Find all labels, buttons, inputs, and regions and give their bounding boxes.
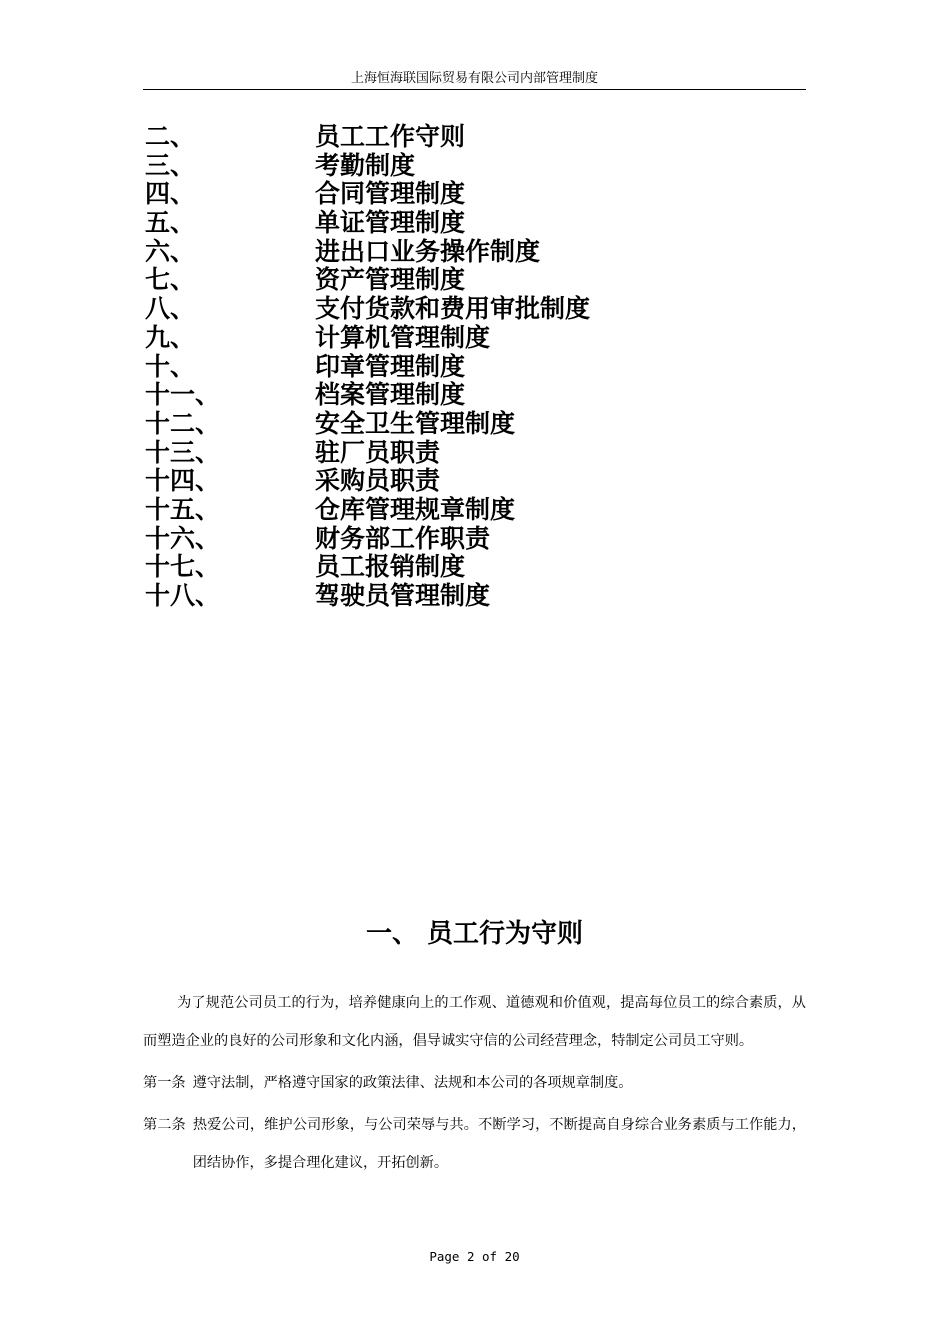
toc-item-number: 五、 xyxy=(145,208,196,238)
toc-item xyxy=(145,439,805,468)
toc-item-number: 三、 xyxy=(145,150,196,180)
toc-item xyxy=(145,582,805,611)
toc-item xyxy=(145,295,805,324)
toc-item xyxy=(145,266,805,295)
toc-item xyxy=(145,180,805,209)
article-item xyxy=(143,1070,806,1097)
toc-item-number: 二、 xyxy=(145,122,196,151)
toc-item xyxy=(145,324,805,353)
article-label: 第一条 xyxy=(143,1075,186,1091)
toc-item-title: 财务部工作职责 xyxy=(315,523,491,553)
toc-item-title: 驻厂员职责 xyxy=(315,437,441,467)
toc-item xyxy=(145,525,805,554)
toc-item-title: 采购员职责 xyxy=(315,466,441,496)
toc-item-number: 十五、 xyxy=(145,494,221,524)
toc-item-title: 驾驶员管理制度 xyxy=(315,581,491,610)
header-rule xyxy=(143,89,806,90)
toc-item-number: 十六、 xyxy=(145,523,221,553)
toc-item-title: 安全卫生管理制度 xyxy=(315,408,516,438)
toc-item-title: 档案管理制度 xyxy=(315,380,466,410)
toc-item-number: 八、 xyxy=(145,294,196,324)
toc-item-title: 考勤制度 xyxy=(315,150,416,180)
toc-item xyxy=(145,209,805,238)
page-number: Page 2 of 20 xyxy=(429,1249,520,1264)
toc-item-number: 十二、 xyxy=(145,408,221,438)
toc-item-title: 合同管理制度 xyxy=(315,179,466,209)
toc-item-title: 仓库管理规章制度 xyxy=(315,494,516,524)
toc-item-number: 十、 xyxy=(145,351,196,381)
toc-item-title: 资产管理制度 xyxy=(315,265,466,295)
toc-item-number: 四、 xyxy=(145,179,196,209)
toc-item-number: 九、 xyxy=(145,322,196,352)
toc-item-number: 十四、 xyxy=(145,466,221,496)
toc-item xyxy=(145,410,805,439)
toc-item xyxy=(145,238,805,267)
toc-item-title: 员工工作守则 xyxy=(315,122,466,151)
toc-item-title: 单证管理制度 xyxy=(315,208,466,238)
article-label: 第二条 xyxy=(143,1117,186,1133)
toc-item-number: 六、 xyxy=(145,236,196,266)
toc-item-number: 七、 xyxy=(145,265,196,295)
toc-item xyxy=(145,123,805,152)
toc-item-number: 十三、 xyxy=(145,437,221,467)
toc-item-number: 十八、 xyxy=(145,581,221,610)
toc-item-title: 印章管理制度 xyxy=(315,351,466,381)
article-item xyxy=(143,1107,806,1182)
article-text: 遵守法制，严格遵守国家的政策法律、法规和本公司的各项规章制度。 xyxy=(192,1075,633,1091)
page-header: 上海恒海联国际贸易有限公司内部管理制度 xyxy=(350,71,598,86)
toc-item-number: 十一、 xyxy=(145,380,221,410)
toc-item-title: 进出口业务操作制度 xyxy=(315,236,541,266)
toc-item-number: 十七、 xyxy=(145,552,221,582)
toc-item-title: 支付货款和费用审批制度 xyxy=(315,294,591,324)
article-text: 热爱公司，维护公司形象，与公司荣辱与共。不断学习，不断提高自身综合业务素质与工作能力，团结协作，多提合理化建议，开拓创新。 xyxy=(192,1117,806,1171)
toc-item-title: 员工报销制度 xyxy=(315,552,466,582)
toc-item-title: 计算机管理制度 xyxy=(315,322,491,352)
toc-item xyxy=(145,553,805,582)
section-title: 一、 员工行为守则 xyxy=(365,919,584,949)
section-body xyxy=(143,985,806,1182)
table-of-contents xyxy=(145,123,805,611)
toc-item xyxy=(145,467,805,496)
toc-item xyxy=(145,152,805,181)
toc-item xyxy=(145,381,805,410)
toc-item xyxy=(145,496,805,525)
intro-paragraph: 为了规范公司员工的行为，培养健康向上的工作观、道德观和价值观，提高每位员工的综合素质，从而塑造企业的良好的公司形象和文化内涵，倡导诚实守信的公司经营理念，特制定公司员工守则。 xyxy=(143,995,806,1049)
toc-item xyxy=(145,353,805,382)
